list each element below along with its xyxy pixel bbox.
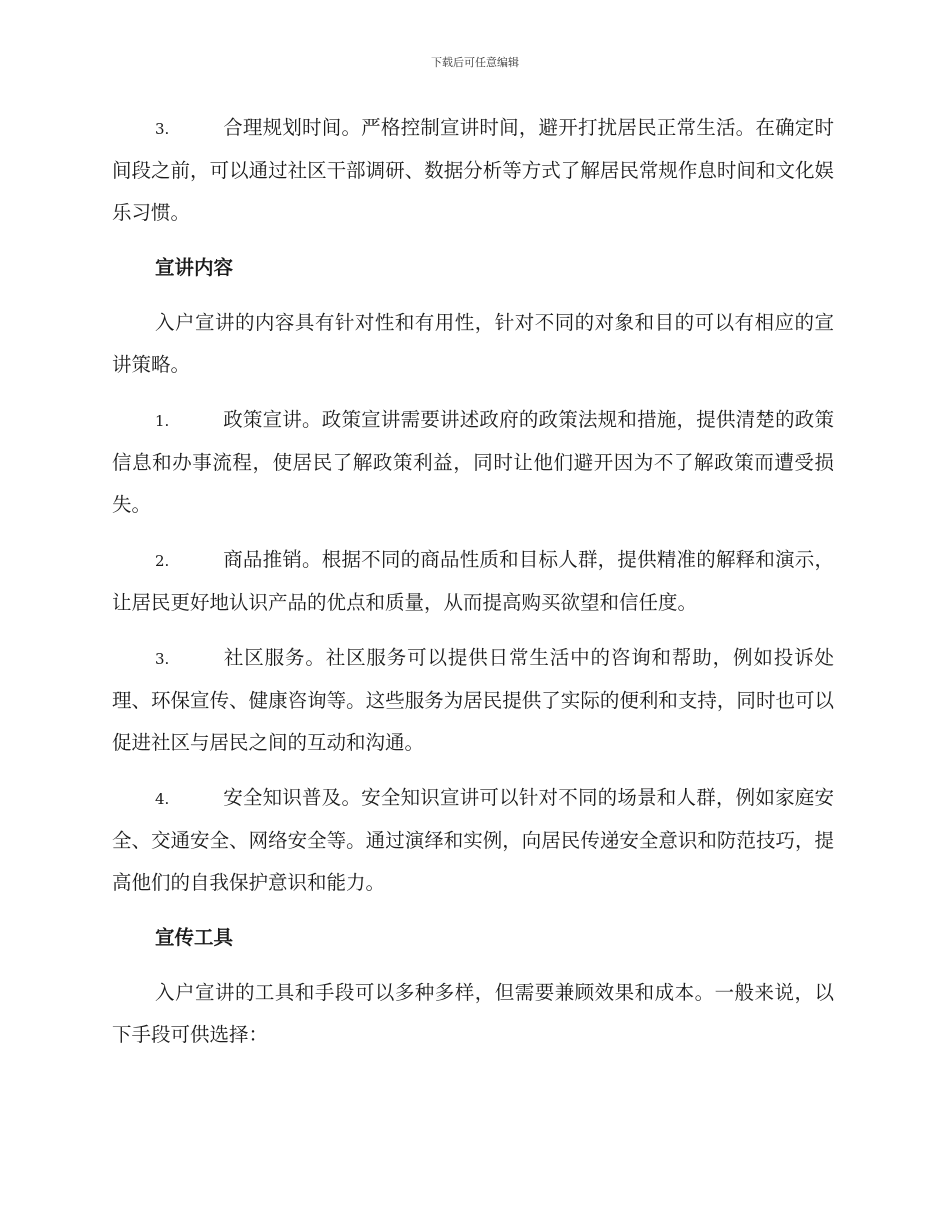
- list-item-number: 1.: [155, 412, 170, 430]
- list-item: [112, 107, 834, 234]
- list-item-number: 2.: [155, 552, 170, 570]
- paragraph: 入户宣讲的工具和手段可以多种多样，但需要兼顾效果和成本。一般来说，以下手段可供选择：: [112, 981, 834, 1046]
- list-item-number: 3.: [155, 650, 170, 668]
- section-heading: 宣讲内容: [155, 256, 234, 279]
- list-item-number: 3.: [155, 120, 170, 138]
- document-body: [112, 107, 834, 1069]
- list-item-text: 政策宣讲。政策宣讲需要讲述政府的政策法规和措施，提供清楚的政策信息和办事流程，使居民了解政策利益，同时让他们避开因为不了解政策而遭受损失。: [112, 408, 834, 516]
- list-item-text: 合理规划时间。严格控制宣讲时间，避开打扰居民正常生活。在确定时间段之前，可以通过社区干部调研、数据分析等方式了解居民常规作息时间和文化娱乐习惯。: [112, 116, 834, 224]
- list-item-text: 安全知识普及。安全知识宣讲可以针对不同的场景和人群，例如家庭安全、交通安全、网络安全等。通过演绎和实例，向居民传递安全意识和防范技巧，提高他们的自我保护意识和能力。: [112, 786, 834, 894]
- list-item: [112, 777, 834, 904]
- list-item-number: 4.: [155, 790, 170, 808]
- paragraph: 入户宣讲的内容具有针对性和有用性，针对不同的对象和目的可以有相应的宣讲策略。: [112, 311, 834, 376]
- list-item-text: 商品推销。根据不同的商品性质和目标人群，提供精准的解释和演示，让居民更好地认识产品的优点和质量，从而提高购买欲望和信任度。: [112, 548, 834, 614]
- page-header: 下载后可任意编辑: [431, 56, 519, 69]
- list-item: [112, 637, 834, 764]
- section-heading: 宣传工具: [155, 926, 234, 949]
- list-item: [112, 539, 834, 624]
- list-item: [112, 399, 834, 526]
- list-item-text: 社区服务。社区服务可以提供日常生活中的咨询和帮助，例如投诉处理、环保宣传、健康咨询等。这些服务为居民提供了实际的便利和支持，同时也可以促进社区与居民之间的互动和沟通。: [112, 646, 834, 754]
